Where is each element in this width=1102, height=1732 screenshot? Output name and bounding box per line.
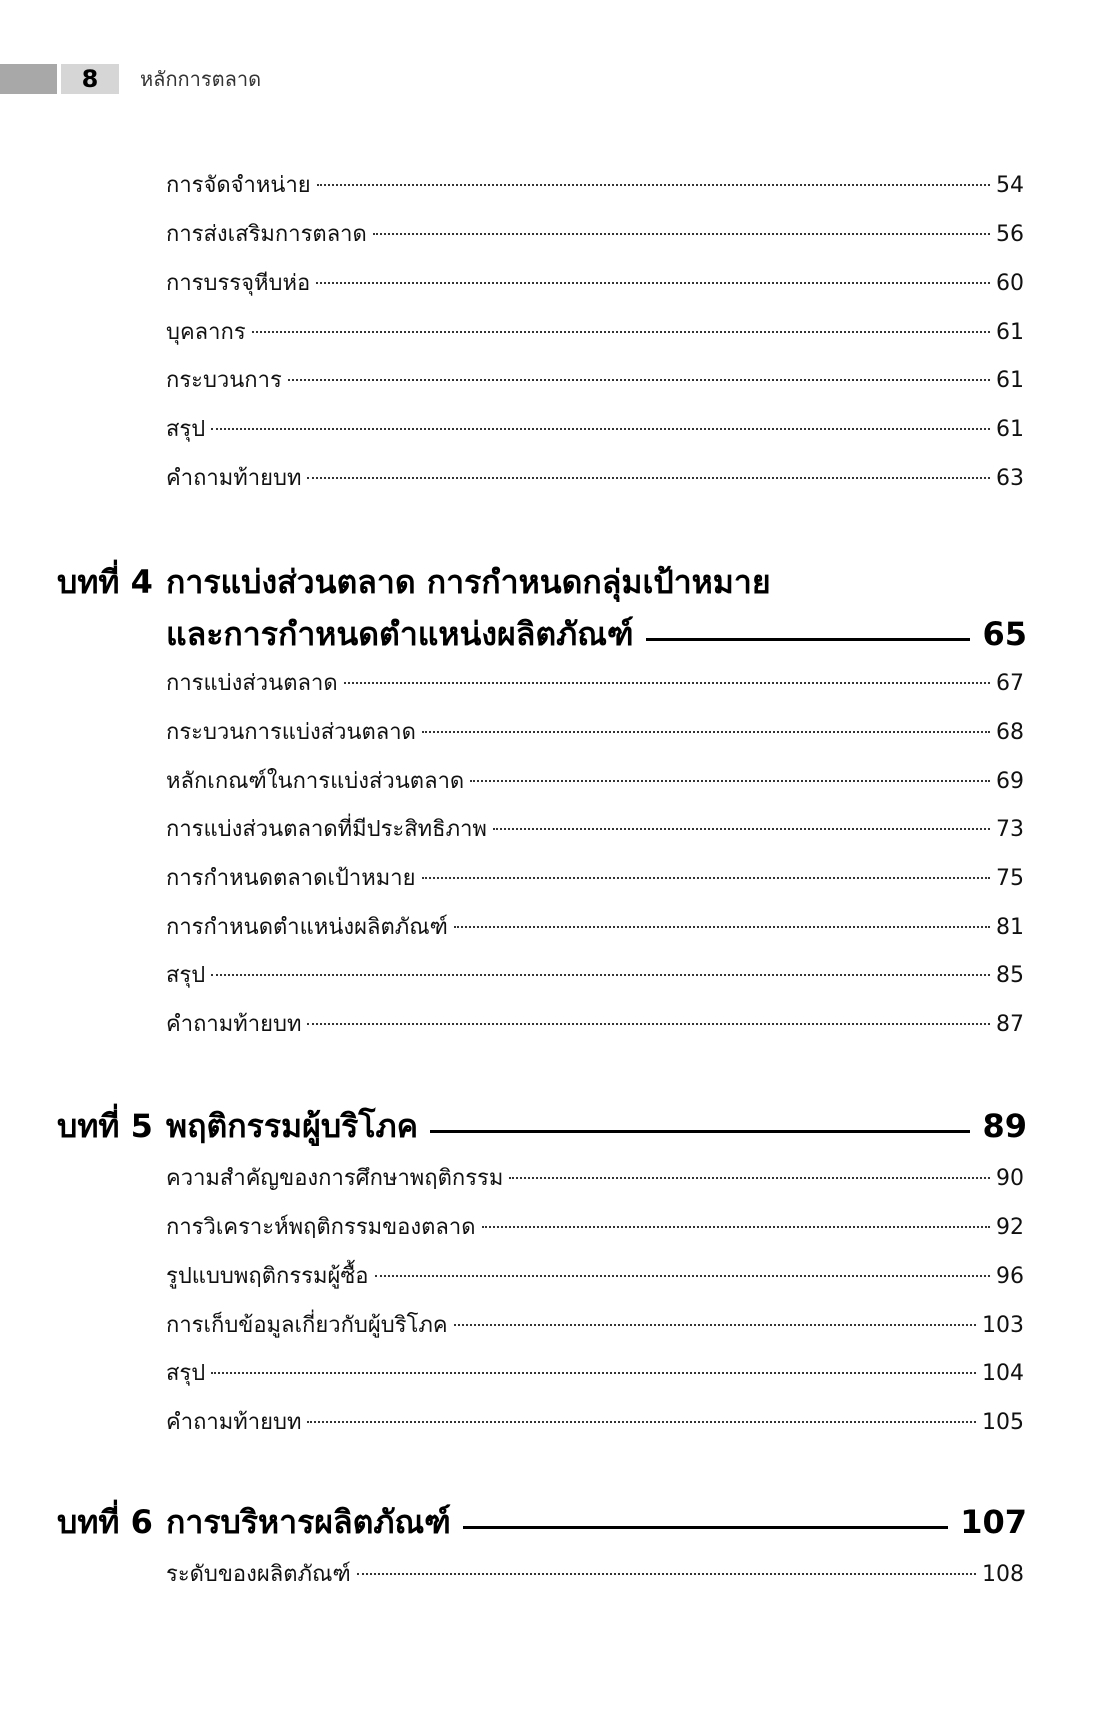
header-gray-bar [0,64,57,94]
toc-entry-label: การแบ่งส่วนตลาดที่มีประสิทธิภาพ [166,817,487,842]
toc-entry-label: การกำหนดตลาดเป้าหมาย [166,866,416,891]
toc-entry-label: การส่งเสริมการตลาด [166,222,367,247]
toc-entry-page: 63 [996,466,1024,491]
chapter-heading[interactable] [57,1100,1027,1152]
toc-entry[interactable] [166,1308,1024,1344]
toc-entry-label: สรุป [166,963,206,988]
chapter-page: 65 [982,615,1027,653]
chapter-title: การแบ่งส่วนตลาด การกำหนดกลุ่มเป้าหมาย [166,563,771,601]
leader-dots [373,233,990,235]
toc-entry-label: ระดับของผลิตภัณฑ์ [166,1562,351,1587]
toc-entry-page: 73 [996,817,1024,842]
page-number: 8 [61,64,119,94]
toc-entry[interactable] [166,958,1024,994]
toc-entry[interactable] [166,217,1024,253]
toc-entry-page: 67 [996,671,1024,696]
running-header [0,64,600,94]
chapter-page: 89 [982,1107,1027,1145]
toc-entry-label: หลักเกณฑ์ในการแบ่งส่วนตลาด [166,769,465,794]
toc-entry[interactable] [166,1356,1024,1392]
chapter-number: บทที่ 4 [57,563,153,601]
toc-entry-page: 87 [996,1012,1024,1037]
toc-entry-page: 69 [996,769,1024,794]
toc-entry-label: คำถามท้ายบท [166,466,302,491]
leader-dots [307,1421,976,1423]
chapter-title-continued: และการกำหนดตำแหน่งผลิตภัณฑ์ [166,615,634,653]
toc-entry[interactable] [166,315,1024,351]
leader-dots [211,428,990,430]
toc-entry-page: 108 [982,1562,1024,1587]
leader-dots [316,282,990,284]
toc-entry[interactable] [166,461,1024,497]
toc-entry-page: 103 [982,1313,1024,1338]
toc-entry-page: 75 [996,866,1024,891]
toc-entry-label: สรุป [166,1361,206,1386]
leader-dots [509,1177,990,1179]
toc-entry[interactable] [166,1210,1024,1246]
book-title: หลักการตลาด [140,67,262,91]
toc-entry-label: การวิเคราะห์พฤติกรรมของตลาด [166,1215,476,1240]
toc-entry-page: 90 [996,1166,1024,1191]
chapter-rule [646,638,971,641]
toc-entry[interactable] [166,1405,1024,1441]
toc-entry-page: 96 [996,1264,1024,1289]
toc-entry-label: การเก็บข้อมูลเกี่ยวกับผู้บริโภค [166,1313,448,1338]
toc-entry-page: 60 [996,271,1024,296]
leader-dots [211,1372,976,1374]
toc-entry-page: 68 [996,720,1024,745]
toc-entry[interactable] [166,412,1024,448]
toc-entry-page: 92 [996,1215,1024,1240]
leader-dots [288,379,990,381]
leader-dots [454,1324,976,1326]
toc-entry-label: การบรรจุหีบห่อ [166,271,311,296]
leader-dots [252,331,990,333]
toc-entry-label: รูปแบบพฤติกรรมผู้ซื้อ [166,1264,369,1289]
chapter-rule [463,1526,948,1529]
toc-entry[interactable] [166,1161,1024,1197]
toc-entry-label: การจัดจำหน่าย [166,173,311,198]
leader-dots [454,926,990,928]
toc-entry[interactable] [166,910,1024,946]
toc-entry-page: 81 [996,915,1024,940]
leader-dots [211,974,990,976]
toc-entry-page: 56 [996,222,1024,247]
chapter-heading[interactable] [57,556,1027,660]
leader-dots [422,877,991,879]
toc-entry[interactable] [166,666,1024,702]
toc-entry[interactable] [166,1557,1024,1593]
toc-entry-label: การแบ่งส่วนตลาด [166,671,338,696]
toc-entry[interactable] [166,1259,1024,1295]
toc-entry-page: 61 [996,417,1024,442]
chapter-rule [430,1130,970,1133]
toc-entry-page: 105 [982,1410,1024,1435]
chapter-title: พฤติกรรมผู้บริโภค [166,1107,419,1145]
chapter-title: การบริหารผลิตภัณฑ์ [166,1503,451,1541]
toc-entry[interactable] [166,1007,1024,1043]
toc-entry-label: กระบวนการแบ่งส่วนตลาด [166,720,416,745]
leader-dots [357,1573,976,1575]
chapter-heading[interactable] [57,1496,1027,1548]
toc-entry-label: คำถามท้ายบท [166,1410,302,1435]
leader-dots [482,1226,990,1228]
toc-entry-label: บุคลากร [166,320,246,345]
chapter-number: บทที่ 5 [57,1107,153,1145]
toc-entry-page: 61 [996,368,1024,393]
toc-entry[interactable] [166,168,1024,204]
toc-entry-page: 85 [996,963,1024,988]
toc-entry[interactable] [166,812,1024,848]
leader-dots [375,1275,991,1277]
toc-entry-label: กระบวนการ [166,368,282,393]
chapter-number: บทที่ 6 [57,1503,153,1541]
toc-entry-page: 61 [996,320,1024,345]
leader-dots [317,184,990,186]
toc-entry-label: ความสำคัญของการศึกษาพฤติกรรม [166,1166,504,1191]
leader-dots [422,731,990,733]
toc-entry[interactable] [166,861,1024,897]
toc-entry-page: 54 [996,173,1024,198]
toc-entry[interactable] [166,266,1024,302]
toc-entry[interactable] [166,363,1024,399]
toc-entry-page: 104 [982,1361,1024,1386]
toc-entry-label: การกำหนดตำแหน่งผลิตภัณฑ์ [166,915,448,940]
leader-dots [470,780,990,782]
leader-dots [307,477,990,479]
leader-dots [307,1023,990,1025]
toc-entry[interactable] [166,715,1024,751]
toc-entry[interactable] [166,764,1024,800]
leader-dots [344,682,990,684]
leader-dots [493,828,990,830]
toc-entry-label: สรุป [166,417,206,442]
toc-entry-label: คำถามท้ายบท [166,1012,302,1037]
chapter-page: 107 [960,1503,1027,1541]
